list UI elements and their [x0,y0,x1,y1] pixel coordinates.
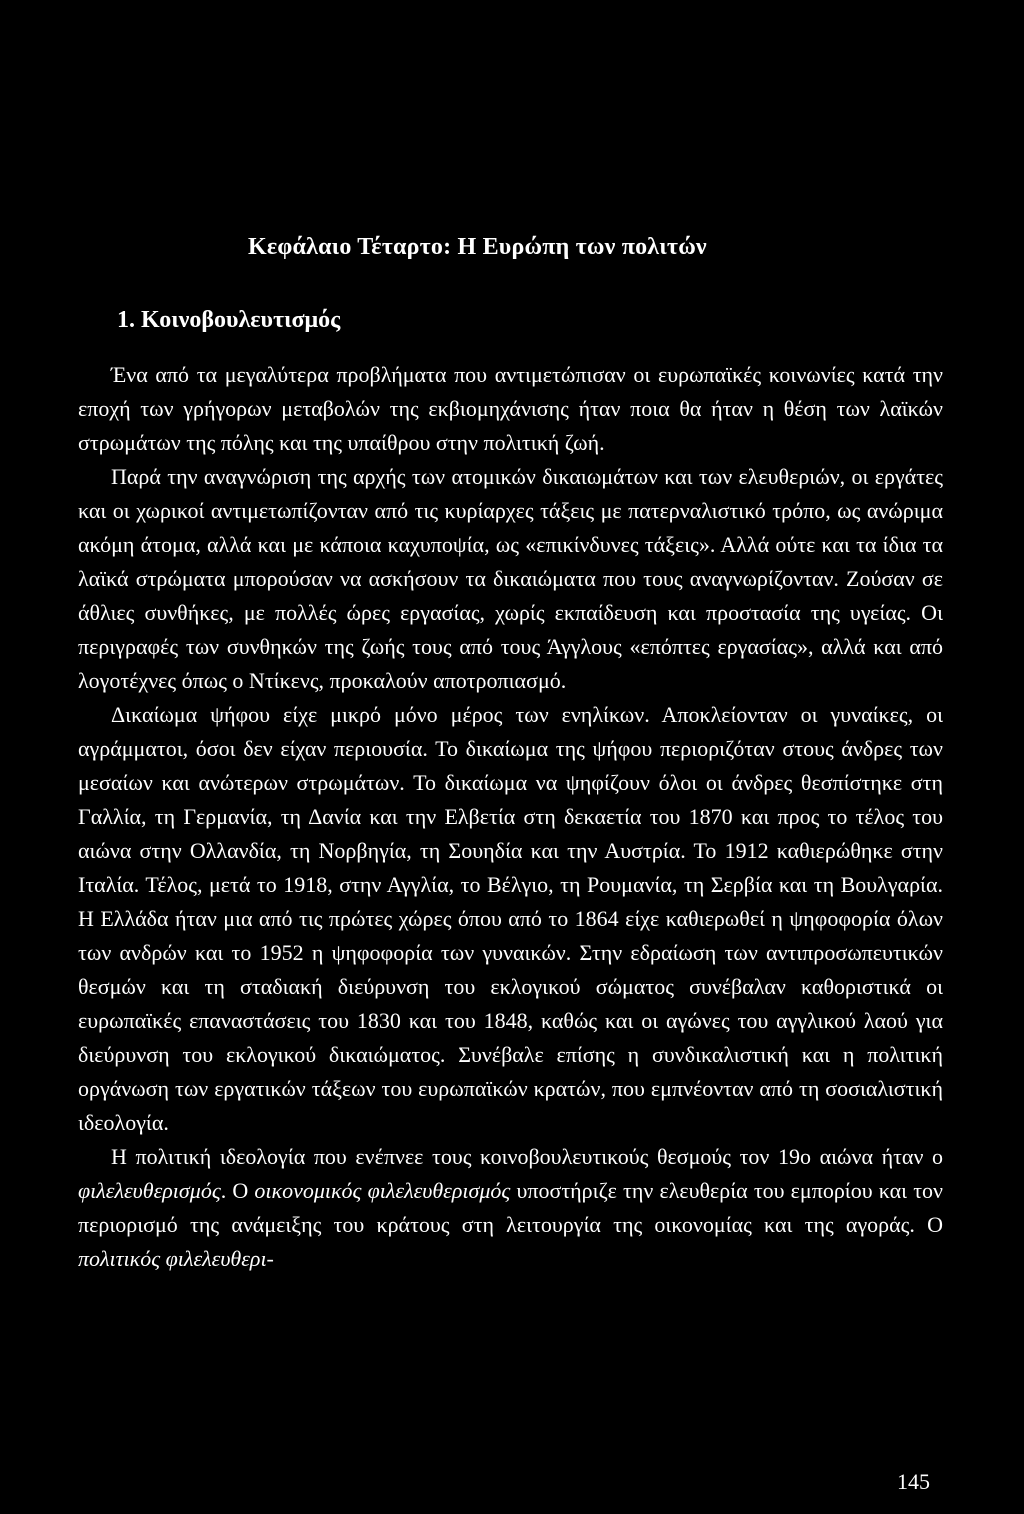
section-heading: 1. Κοινοβουλευτισμός [117,307,341,333]
paragraph-4 [78,1140,943,1276]
paragraph-2: Παρά την αναγνώριση της αρχής των ατομικών δικαιωμάτων και των ελευθεριών, οι εργάτες και οι χωρικοί αντιμετωπίζονταν από τις κυρίαρχες τάξεις με πατερναλιστικό τρόπο, ως ανώριμα ακόμη άτομα, αλλά και με κάποια καχυποψία, ως «επικίνδυνες τάξεις». Αλλά ούτε και τα ίδια τα λαϊκά στρώματα μπορούσαν να ασκήσουν τα δικαιώματα που τους αναγνωρίζονταν. Ζούσαν σε άθλιες συνθήκες, με πολλές ώρες εργασίας, χωρίς εκπαίδευση και προστασία της υγείας. Οι περιγραφές των συνθηκών της ζωής τους από τους Άγγλους «επόπτες εργασίας», αλλά και από λογοτέχνες όπως ο Ντίκενς, προκαλούν αποτροπιασμό. [78,464,943,693]
paragraph-3: Δικαίωμα ψήφου είχε μικρό μόνο μέρος των ενηλίκων. Αποκλείονταν οι γυναίκες, οι αγράμματοι, όσοι δεν είχαν περιουσία. Το δικαίωμα της ψήφου περιοριζόταν στους άνδρες των μεσαίων και ανώτερων στρωμάτων. Το δικαίωμα να ψηφίζουν όλοι οι άνδρες θεσπίστηκε στη Γαλλία, τη Γερμανία, τη Δανία και την Ελβετία στη δεκαετία του 1870 και προς το τέλος του αιώνα στην Ολλανδία, τη Νορβηγία, τη Σουηδία και την Αυστρία. Το 1912 καθιερώθηκε στην Ιταλία. Τέλος, μετά το 1918, στην Αγγλία, το Βέλγιο, τη Ρουμανία, τη Σερβία και τη Βουλγαρία. Η Ελλάδα ήταν μια από τις πρώτες χώρες όπου από το 1864 είχε καθιερωθεί η ψηφοφορία όλων των ανδρών και το 1952 η ψηφοφορία των γυναικών. Στην εδραίωση των αντιπροσωπευτικών θεσμών και τη σταδιακή διεύρυνση του εκλογικού σώματος συνέβαλαν καθοριστικά οι ευρωπαϊκές επαναστάσεις του 1830 και του 1848, καθώς και οι αγώνες του αγγλικού λαού για διεύρυνση του εκλογικού δικαιώματος. Συνέβαλε επίσης η συνδικαλιστική και η πολιτική οργάνωση των εργατικών τάξεων του ευρωπαϊκών κρατών, που εμπνέονταν από τη σοσιαλιστική ιδεολογία. [78,702,943,1135]
emphasis-economic-liberalism: οικονομικός φιλελευθερισμός [254,1178,511,1203]
paragraph-4-text: υποστήριζε την ελευθερία του εμπορίου και τον περιορισμό της ανάμειξης του κράτους στη λειτουργία της οικονομίας και της αγοράς. Ο [78,1178,943,1237]
paragraph-1: Ένα από τα μεγαλύτερα προβλήματα που αντιμετώπισαν οι ευρωπαϊκές κοινωνίες κατά την εποχή των γρήγορων μεταβολών της εκβιομηχάνισης ήταν ποια θα ήταν η θέση των λαϊκών στρωμάτων της πόλης και της υπαίθρου στην πολιτική ζωή. [78,362,943,455]
paragraph-4-text: Η πολιτική ιδεολογία που ενέπνεε τους κοινοβουλευτικούς θεσμούς τον 19ο αιώνα ήταν ο [111,1144,943,1169]
paragraph-4-text: . Ο [220,1178,255,1203]
chapter-title: Κεφάλαιο Τέταρτο: Η Ευρώπη των πολιτών [248,234,707,260]
page-number: 145 [897,1469,930,1494]
body-text [78,358,943,1276]
emphasis-liberalism: φιλελευθερισμός [78,1178,221,1203]
emphasis-political-liberalism: πολιτικός φιλελευθερι- [78,1246,274,1271]
